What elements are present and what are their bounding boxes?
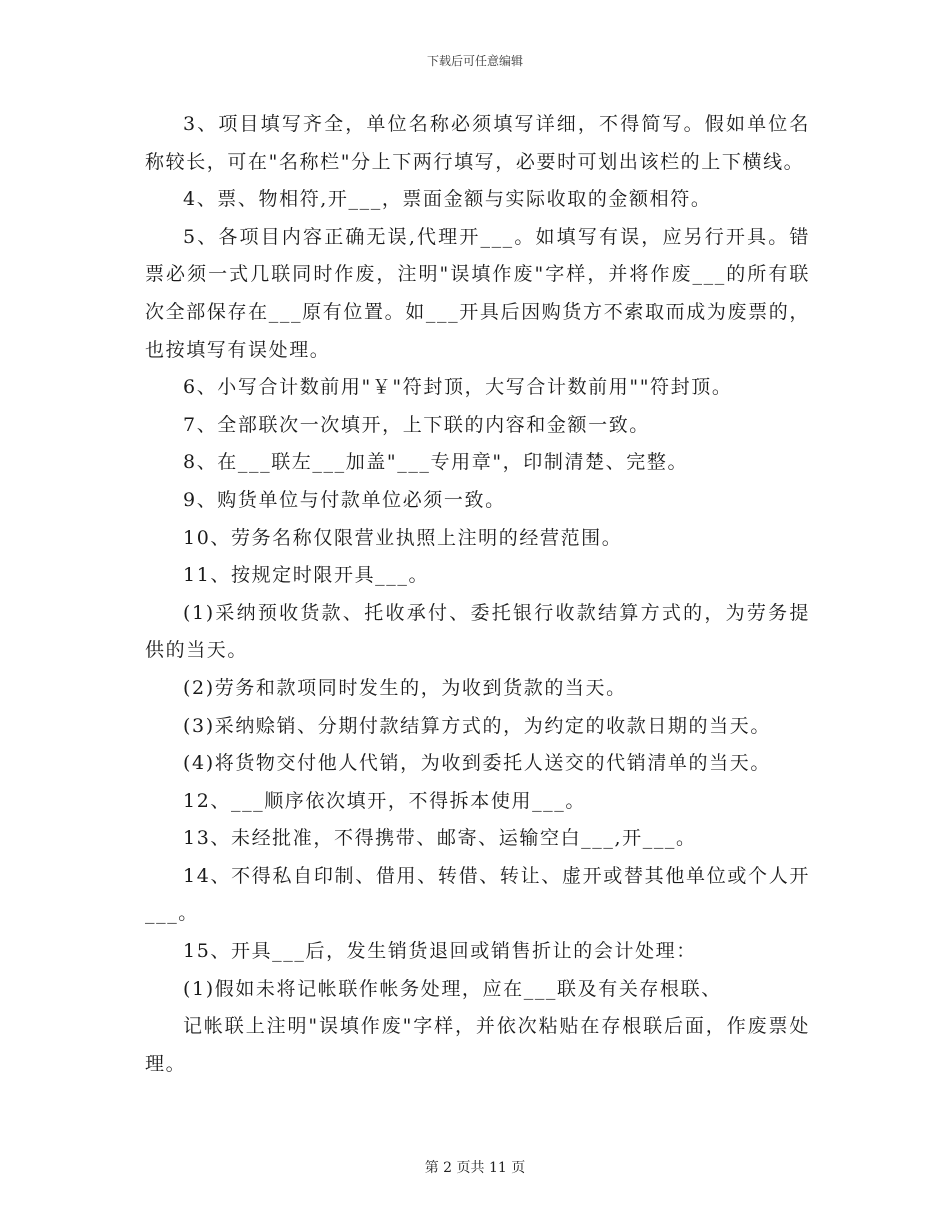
document-body xyxy=(145,106,810,1083)
paragraph-item-12: 12、___顺序依次填开，不得拆本使用___。 xyxy=(183,789,586,812)
paragraph-item-10: 10、劳务名称仅限营业执照上注明的经营范围。 xyxy=(183,526,623,549)
paragraph-item-8: 8、在___联左___加盖"___专用章"，印制清楚、完整。 xyxy=(183,451,689,474)
sub-item-15-1: (1)假如未将记帐联作帐务处理，应在___联及有关存根联、 xyxy=(183,977,722,1000)
paragraph-item-3: 3、项目填写齐全，单位名称必须填写详细，不得简写。假如单位名称较长，可在"名称栏"分上下两行填写，必要时可划出该栏的上下横线。 xyxy=(145,113,810,173)
sub-item-11-4: (4)将货物交付他人代销，为收到委托人送交的代销清单的当天。 xyxy=(183,752,771,775)
sub-item-11-3: (3)采纳赊销、分期付款结算方式的，为约定的收款日期的当天。 xyxy=(183,714,771,737)
paragraph-item-7: 7、全部联次一次填开，上下联的内容和金额一致。 xyxy=(183,413,650,436)
paragraph-item-4: 4、票、物相符,开___，票面金额与实际收取的金额相符。 xyxy=(183,188,712,211)
paragraph-item-9: 9、购货单位与付款单位必须一致。 xyxy=(183,488,506,511)
paragraph-item-14: 14、不得私自印制、借用、转借、转让、虚开或替其他单位或个人开___。 xyxy=(145,864,810,925)
page-header: 下载后可任意编辑 xyxy=(426,54,523,68)
paragraph-item-11: 11、按规定时限开具___。 xyxy=(183,564,430,587)
sub-item-11-2: (2)劳务和款项同时发生的，为收到货款的当天。 xyxy=(183,676,627,699)
paragraph-item-6: 6、小写合计数前用"￥"符封顶，大写合计数前用""符封顶。 xyxy=(183,376,733,399)
paragraph-item-5: 5、各项目内容正确无误,代理开___。如填写有误，应另行开具。错票必须一式几联同时作废，注明"误填作废"字样，并将作废___的所有联次全部保存在___原有位置。如___开具后因购货方不索取而成为废票的，也按填写有误处理。 xyxy=(145,225,810,361)
paragraph-item-13: 13、未经批准，不得携带、邮寄、运输空白___,开___。 xyxy=(183,827,697,850)
sub-item-15-1-continued: 记帐联上注明"误填作废"字样，并依次粘贴在存根联后面，作废票处理。 xyxy=(145,1015,810,1075)
paragraph-item-15: 15、开具___后，发生销货退回或销售折让的会计处理： xyxy=(183,940,697,963)
page-number: 第 2 页共 11 页 xyxy=(424,1160,526,1176)
sub-item-11-1: (1)采纳预收货款、托收承付、委托银行收款结算方式的，为劳务提供的当天。 xyxy=(145,601,810,662)
